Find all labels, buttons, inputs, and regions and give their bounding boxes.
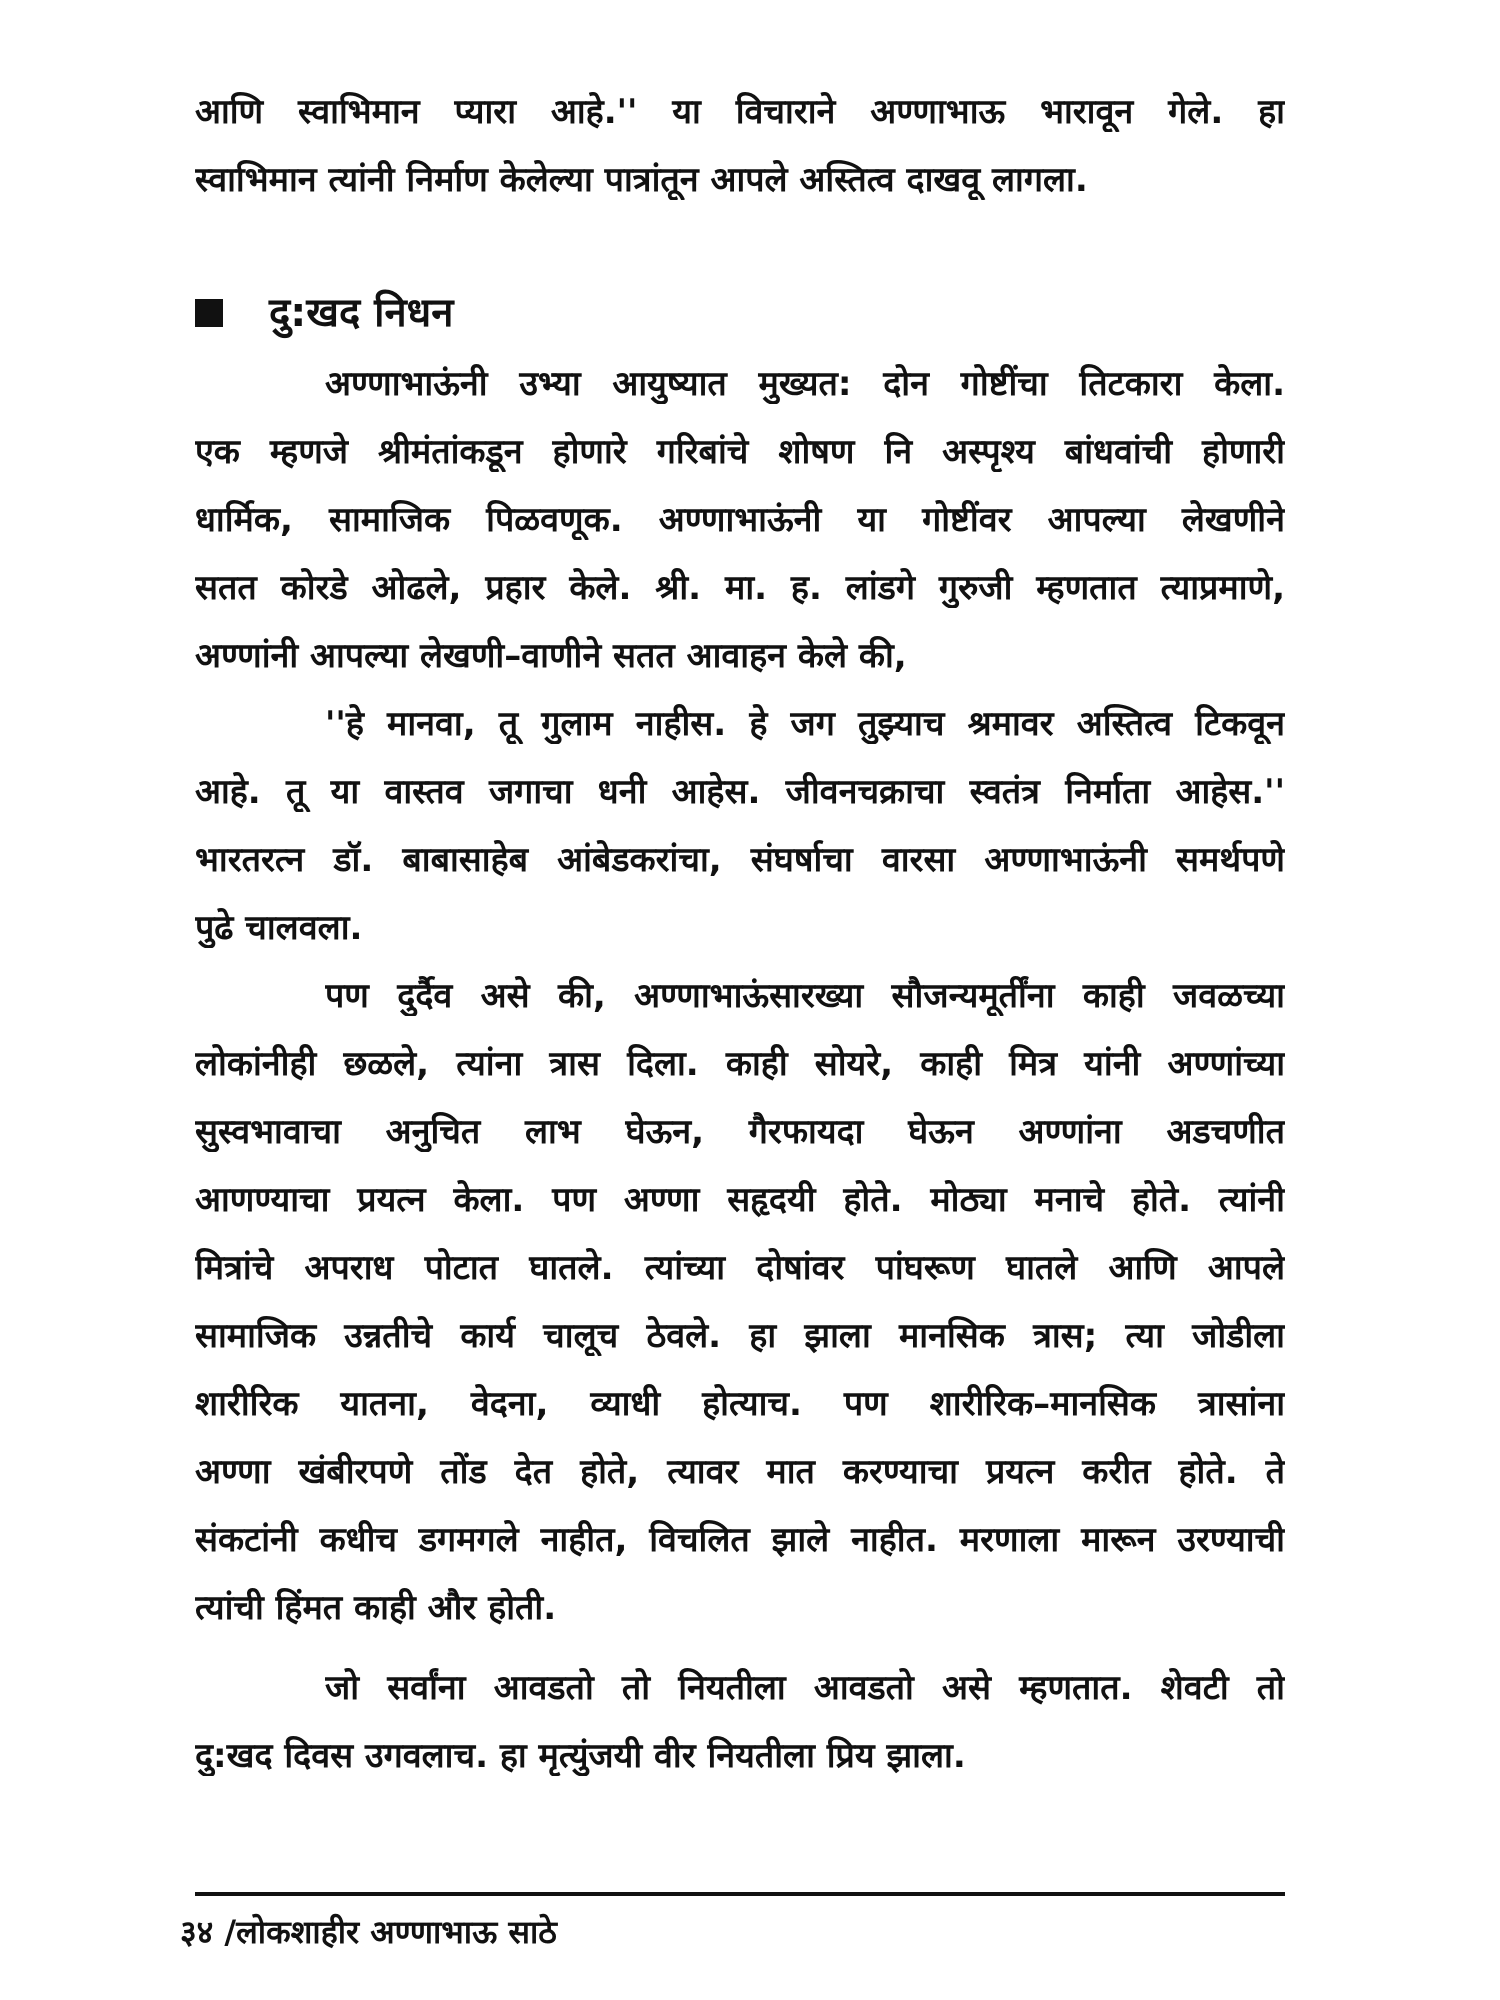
section-heading-text: दु:खद निधन	[269, 290, 454, 336]
body-line: धार्मिक, सामाजिक पिळवणूक. अण्णाभाऊंनी या गोष्टींवर आपल्या लेखणीने	[195, 500, 1285, 540]
body-line: त्यांची हिंमत काही और होती.	[195, 1588, 557, 1628]
body-line: सतत कोरडे ओढले, प्रहार केले. श्री. मा. ह. लांडगे गुरुजी म्हणतात त्याप्रमाणे,	[195, 568, 1285, 608]
section-heading	[195, 288, 453, 338]
body-line: सामाजिक उन्नतीचे कार्य चालूच ठेवले. हा झाला मानसिक त्रास; त्या जोडीला	[195, 1316, 1285, 1356]
body-line: दु:खद दिवस उगवलाच. हा मृत्युंजयी वीर नियतीला प्रिय झाला.	[195, 1736, 966, 1776]
page-footer: ३४ /लोकशाहीर अण्णाभाऊ साठे	[180, 1913, 557, 1951]
body-line: अण्णा खंबीरपणे तोंड देत होते, त्यावर मात करण्याचा प्रयत्न करीत होते. ते	[195, 1452, 1285, 1492]
body-line: अण्णाभाऊंनी उभ्या आयुष्यात मुख्यत: दोन गोष्टींचा तिटकारा केला.	[325, 364, 1285, 404]
body-line: भारतरत्न डॉ. बाबासाहेब आंबेडकरांचा, संघर्षाचा वारसा अण्णाभाऊंनी समर्थपणे	[195, 840, 1285, 880]
body-line: ''हे मानवा, तू गुलाम नाहीस. हे जग तुझ्याच श्रमावर अस्तित्व टिकवून	[325, 704, 1285, 744]
body-line: जो सर्वांना आवडतो तो नियतीला आवडतो असे म्हणतात. शेवटी तो	[325, 1668, 1285, 1708]
body-line: अण्णांनी आपल्या लेखणी–वाणीने सतत आवाहन केले की,	[195, 636, 907, 676]
body-line: मित्रांचे अपराध पोटात घातले. त्यांच्या दोषांवर पांघरूण घातले आणि आपले	[195, 1248, 1285, 1288]
square-bullet-icon	[195, 299, 223, 327]
body-line: पण दुर्दैव असे की, अण्णाभाऊंसारख्या सौजन्यमूर्तींना काही जवळच्या	[325, 976, 1285, 1016]
body-line: संकटांनी कधीच डगमगले नाहीत, विचलित झाले नाहीत. मरणाला मारून उरण्याची	[195, 1520, 1285, 1560]
body-line: एक म्हणजे श्रीमंतांकडून होणारे गरिबांचे शोषण नि अस्पृश्य बांधवांची होणारी	[195, 432, 1285, 472]
body-line: आणण्याचा प्रयत्न केला. पण अण्णा सहृदयी होते. मोठ्या मनाचे होते. त्यांनी	[195, 1180, 1285, 1220]
body-line: सुस्वभावाचा अनुचित लाभ घेऊन, गैरफायदा घेऊन अण्णांना अडचणीत	[195, 1112, 1285, 1152]
body-line: पुढे चालवला.	[195, 908, 363, 948]
body-line: आहे. तू या वास्तव जगाचा धनी आहेस. जीवनचक्राचा स्वतंत्र निर्माता आहेस.''	[195, 772, 1285, 812]
body-line: आणि स्वाभिमान प्यारा आहे.'' या विचाराने अण्णाभाऊ भारावून गेले. हा	[195, 92, 1285, 132]
body-line: स्वाभिमान त्यांनी निर्माण केलेल्या पात्रांतून आपले अस्तित्व दाखवू लागला.	[195, 160, 1088, 200]
footer-divider	[195, 1892, 1285, 1896]
body-line: लोकांनीही छळले, त्यांना त्रास दिला. काही सोयरे, काही मित्र यांनी अण्णांच्या	[195, 1044, 1285, 1084]
body-line: शारीरिक यातना, वेदना, व्याधी होत्याच. पण शारीरिक–मानसिक त्रासांना	[195, 1384, 1285, 1424]
